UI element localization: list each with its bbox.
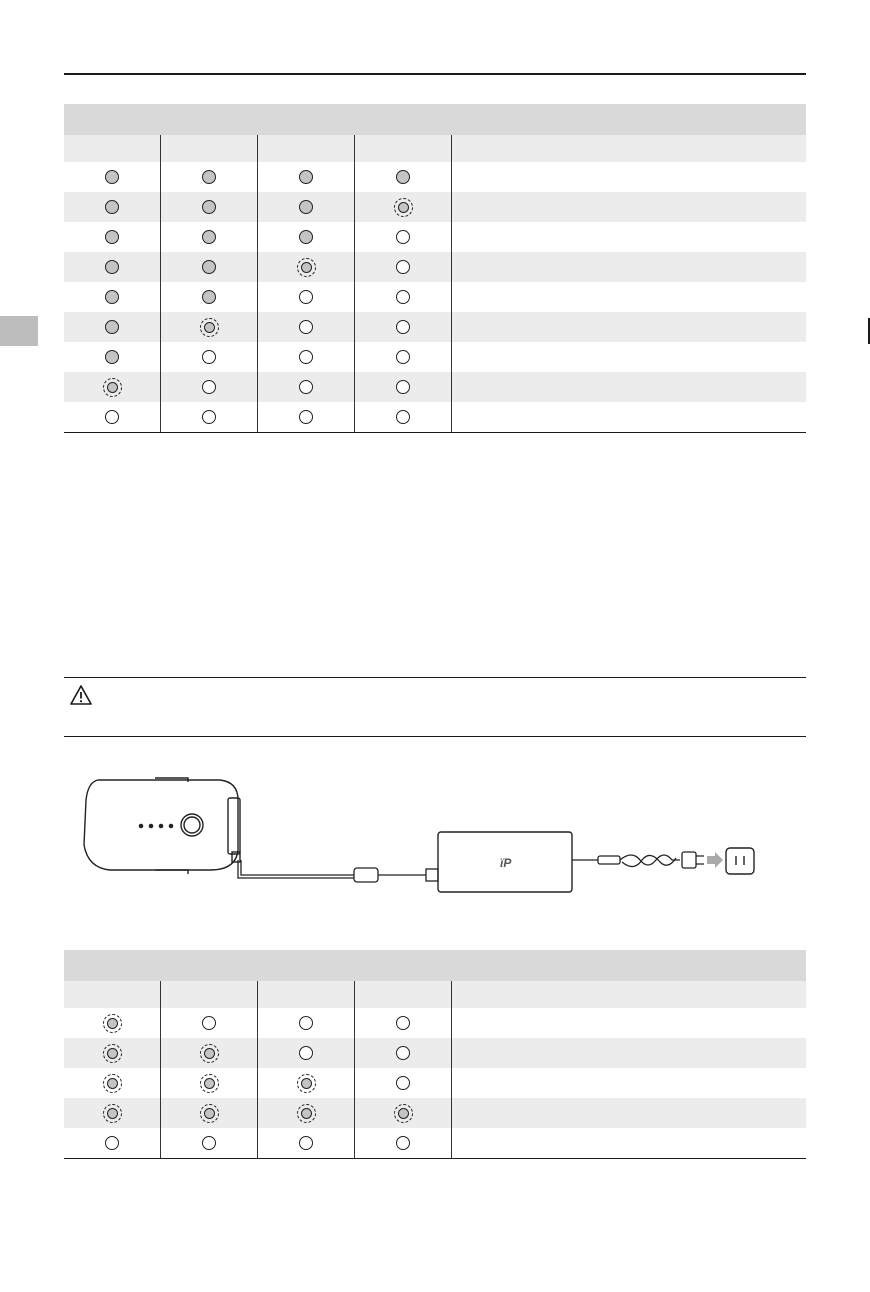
led-cell-4 [355, 372, 452, 402]
table-row [64, 312, 806, 342]
led-cell-4 [355, 192, 452, 222]
led-cell-1 [64, 1038, 161, 1068]
warning-triangle-icon [70, 685, 92, 710]
led-off-icon [396, 290, 410, 304]
charging-cable [238, 860, 438, 882]
led-blink-icon [398, 1108, 409, 1119]
led-on-icon [105, 200, 119, 214]
led-cell-4 [355, 342, 452, 372]
led-cell-4 [355, 222, 452, 252]
led-cell-1 [64, 372, 161, 402]
row-description [452, 1098, 806, 1128]
power-cord [572, 852, 704, 868]
led-cell-4 [355, 252, 452, 282]
row-description [452, 252, 806, 282]
led-cell-4 [355, 402, 452, 432]
column-description [452, 135, 806, 162]
led-off-icon [202, 380, 216, 394]
led-cell-2 [161, 402, 258, 432]
led-cell-2 [161, 222, 258, 252]
led-off-icon [202, 350, 216, 364]
led-blink-icon [107, 1018, 118, 1029]
led-off-icon [299, 1136, 313, 1150]
led-cell-4 [355, 1008, 452, 1038]
led-cell-3 [258, 312, 355, 342]
column-led4 [355, 135, 452, 162]
led-cell-1 [64, 162, 161, 192]
led-off-icon [396, 320, 410, 334]
led-cell-2 [161, 342, 258, 372]
warning-bottom-rule [64, 736, 806, 737]
plug-in-arrow-icon [707, 852, 723, 868]
led-cell-4 [355, 312, 452, 342]
table-bottom-rule [64, 432, 806, 433]
column-led2 [161, 981, 258, 1008]
row-description [452, 192, 806, 222]
led-off-icon [396, 1076, 410, 1090]
led-on-icon [396, 170, 410, 184]
table-row [64, 1038, 806, 1068]
wall-outlet-illustration [726, 848, 754, 874]
led-cell-3 [258, 342, 355, 372]
led-cell-2 [161, 282, 258, 312]
led-blink-icon [301, 1078, 312, 1089]
led-cell-3 [258, 162, 355, 192]
led-cell-3 [258, 1128, 355, 1158]
led-off-icon [396, 350, 410, 364]
led-cell-2 [161, 372, 258, 402]
table-header [64, 104, 806, 135]
led-on-icon [105, 320, 119, 334]
led-blink-icon [107, 1048, 118, 1059]
table-subheader [64, 135, 806, 162]
led-cell-1 [64, 402, 161, 432]
led-off-icon [299, 290, 313, 304]
led-on-icon [299, 170, 313, 184]
led-cell-3 [258, 1008, 355, 1038]
table-row [64, 162, 806, 192]
led-cell-2 [161, 1008, 258, 1038]
row-description [452, 1068, 806, 1098]
led-off-icon [396, 230, 410, 244]
row-description [452, 342, 806, 372]
led-cell-2 [161, 312, 258, 342]
row-description [452, 372, 806, 402]
led-off-icon [396, 380, 410, 394]
led-blink-icon [301, 1108, 312, 1119]
led-blink-icon [107, 1078, 118, 1089]
row-description [452, 162, 806, 192]
led-off-icon [396, 1016, 410, 1030]
column-led2 [161, 135, 258, 162]
led-blink-icon [204, 1078, 215, 1089]
led-on-icon [105, 230, 119, 244]
led-cell-3 [258, 222, 355, 252]
table-bottom-rule [64, 1158, 806, 1159]
led-on-icon [299, 230, 313, 244]
row-description [452, 312, 806, 342]
led-off-icon [299, 410, 313, 424]
led-cell-2 [161, 1128, 258, 1158]
column-led3 [258, 135, 355, 162]
table-row [64, 1008, 806, 1038]
led-cell-3 [258, 192, 355, 222]
table-row [64, 222, 806, 252]
led-off-icon [105, 410, 119, 424]
led-on-icon [202, 170, 216, 184]
led-cell-2 [161, 162, 258, 192]
battery-level-table [64, 104, 806, 433]
led-cell-4 [355, 1068, 452, 1098]
column-led3 [258, 981, 355, 1008]
column-led1 [64, 981, 161, 1008]
led-off-icon [299, 350, 313, 364]
led-off-icon [299, 1046, 313, 1060]
led-off-icon [202, 410, 216, 424]
column-description [452, 981, 806, 1008]
row-description [452, 222, 806, 252]
led-off-icon [299, 1016, 313, 1030]
led-cell-2 [161, 252, 258, 282]
led-cell-1 [64, 282, 161, 312]
led-blink-icon [204, 1048, 215, 1059]
led-cell-1 [64, 192, 161, 222]
table-row [64, 402, 806, 432]
row-description [452, 402, 806, 432]
led-off-icon [396, 410, 410, 424]
led-blink-icon [107, 382, 118, 393]
led-cell-3 [258, 1068, 355, 1098]
led-cell-3 [258, 402, 355, 432]
row-description [452, 282, 806, 312]
warning-top-rule [64, 677, 806, 678]
led-blink-icon [204, 322, 215, 333]
led-on-icon [202, 290, 216, 304]
led-on-icon [202, 230, 216, 244]
led-on-icon [202, 260, 216, 274]
column-led4 [355, 981, 452, 1008]
led-off-icon [202, 1016, 216, 1030]
led-on-icon [105, 260, 119, 274]
table-row [64, 252, 806, 282]
led-cell-4 [355, 282, 452, 312]
led-cell-1 [64, 222, 161, 252]
led-cell-4 [355, 1038, 452, 1068]
led-off-icon [105, 1136, 119, 1150]
led-cell-3 [258, 1098, 355, 1128]
led-cell-2 [161, 1038, 258, 1068]
led-off-icon [299, 380, 313, 394]
table-subheader [64, 981, 806, 1008]
led-on-icon [299, 200, 313, 214]
charging-level-table [64, 950, 806, 1159]
table-row [64, 1098, 806, 1128]
led-blink-icon [107, 1108, 118, 1119]
led-off-icon [202, 1136, 216, 1150]
row-description [452, 1008, 806, 1038]
table-row [64, 342, 806, 372]
section-side-tab [0, 316, 38, 346]
led-blink-icon [301, 262, 312, 273]
dji-logo-icon: ϊP [500, 856, 512, 870]
top-rule [64, 73, 806, 75]
table-row [64, 192, 806, 222]
led-on-icon [105, 350, 119, 364]
row-description [452, 1128, 806, 1158]
table-row [64, 1068, 806, 1098]
led-off-icon [299, 320, 313, 334]
battery-illustration [84, 778, 240, 874]
led-blink-icon [398, 202, 409, 213]
led-cell-3 [258, 252, 355, 282]
led-cell-3 [258, 282, 355, 312]
led-cell-4 [355, 1098, 452, 1128]
led-cell-4 [355, 162, 452, 192]
led-cell-1 [64, 1008, 161, 1038]
led-cell-1 [64, 1068, 161, 1098]
led-cell-3 [258, 372, 355, 402]
table-row [64, 372, 806, 402]
led-cell-1 [64, 312, 161, 342]
led-cell-1 [64, 342, 161, 372]
led-cell-4 [355, 1128, 452, 1158]
led-cell-3 [258, 1038, 355, 1068]
led-on-icon [202, 200, 216, 214]
led-cell-1 [64, 1128, 161, 1158]
led-on-icon [105, 290, 119, 304]
table-row [64, 282, 806, 312]
led-cell-1 [64, 252, 161, 282]
led-on-icon [105, 170, 119, 184]
table-row [64, 1128, 806, 1158]
charger-illustration [438, 832, 572, 892]
led-cell-2 [161, 1068, 258, 1098]
charging-illustration [70, 770, 770, 900]
led-off-icon [396, 1136, 410, 1150]
led-off-icon [396, 260, 410, 274]
table-header [64, 950, 806, 981]
led-cell-1 [64, 1098, 161, 1128]
led-off-icon [396, 1046, 410, 1060]
row-description [452, 1038, 806, 1068]
led-cell-2 [161, 1098, 258, 1128]
led-cell-2 [161, 192, 258, 222]
led-blink-icon [204, 1108, 215, 1119]
column-led1 [64, 135, 161, 162]
